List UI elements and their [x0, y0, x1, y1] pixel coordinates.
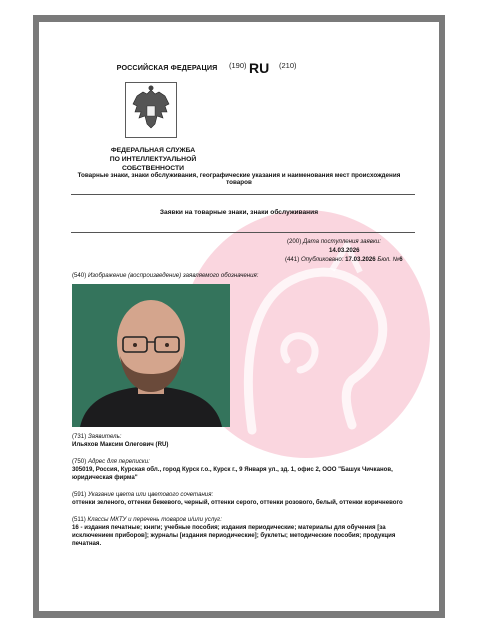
applicant-value: Ильяхов Максим Олегович (RU): [72, 441, 169, 448]
coat-of-arms-icon: [125, 82, 177, 138]
classes-line-2: исключением приборов]; журналы [издания периодические]; буклеты; методические пособия; продукция: [72, 532, 396, 539]
classes-line-1: 16 - издания печатные; книги; учебные пособия; издания периодические; материалы для обучения [за: [72, 524, 386, 531]
bulletin-number: 6: [399, 256, 403, 263]
classes-label: Классы МКТУ и перечень товаров и/или услуг:: [87, 516, 222, 523]
colors-label-row: [72, 491, 213, 499]
document-sheet: [39, 22, 439, 611]
code-190: (190): [229, 61, 247, 70]
classes-label-row: [72, 516, 222, 524]
applicant-label: Заявитель:: [87, 433, 122, 440]
code-511: (511): [72, 516, 86, 523]
document-subtitle: Товарные знаки, знаки обслуживания, географические указания и наименования мест происхождения товаров: [77, 172, 401, 186]
code-750: (750): [72, 458, 87, 465]
address-line-2: юридическая фирма": [72, 474, 138, 481]
applicant-label-row: [72, 433, 122, 441]
agency-line-1: ФЕДЕРАЛЬНАЯ СЛУЖБА: [110, 147, 196, 154]
agency-name: [79, 146, 227, 173]
code-591: (591): [72, 491, 87, 498]
address-label-row: [72, 458, 150, 466]
divider-top: [71, 194, 415, 195]
mark-label: Изображение (воспроизведение) заявляемого обозначения:: [87, 272, 259, 279]
colors-label: Указание цвета или цветового сочетания:: [87, 491, 214, 498]
code-731: (731): [72, 433, 87, 440]
mark-photo: [72, 284, 230, 427]
address-label: Адрес для переписки:: [87, 458, 150, 465]
code-210: (210): [279, 61, 297, 70]
filing-date-label: Дата поступления заявки:: [302, 238, 381, 245]
publication-date: 17.03.2026: [345, 256, 376, 263]
country-name: РОССИЙСКАЯ ФЕДЕРАЦИЯ: [116, 63, 218, 72]
code-540: (540): [72, 272, 87, 279]
code-200: (200): [287, 238, 302, 245]
filing-date-row: [287, 238, 381, 246]
code-441: (441): [285, 256, 300, 263]
publication-row: [285, 256, 403, 264]
bulletin-label: Бюл. №: [377, 256, 400, 263]
colors-value: оттенки зеленого, оттенки бежевого, черный, оттенки серого, оттенки розового, белый, оттенки коричневого: [72, 499, 403, 506]
publication-label: Опубликовано:: [300, 256, 344, 263]
agency-line-2: ПО ИНТЕЛЛЕКТУАЛЬНОЙ СОБСТВЕННОСТИ: [109, 156, 197, 172]
filing-date: 14.03.2026: [329, 247, 360, 254]
country-code: RU: [249, 60, 270, 76]
section-title: Заявки на товарные знаки, знаки обслуживания: [159, 209, 319, 216]
divider-bottom: [71, 232, 415, 233]
mark-label-row: [72, 272, 258, 280]
classes-line-3: печатная.: [72, 540, 102, 547]
address-line-1: 305019, Россия, Курская обл., город Курск г.о., Курск г., 9 Января ул., зд. 1, офис 2, ООО "Башук Чичканов,: [72, 466, 393, 473]
